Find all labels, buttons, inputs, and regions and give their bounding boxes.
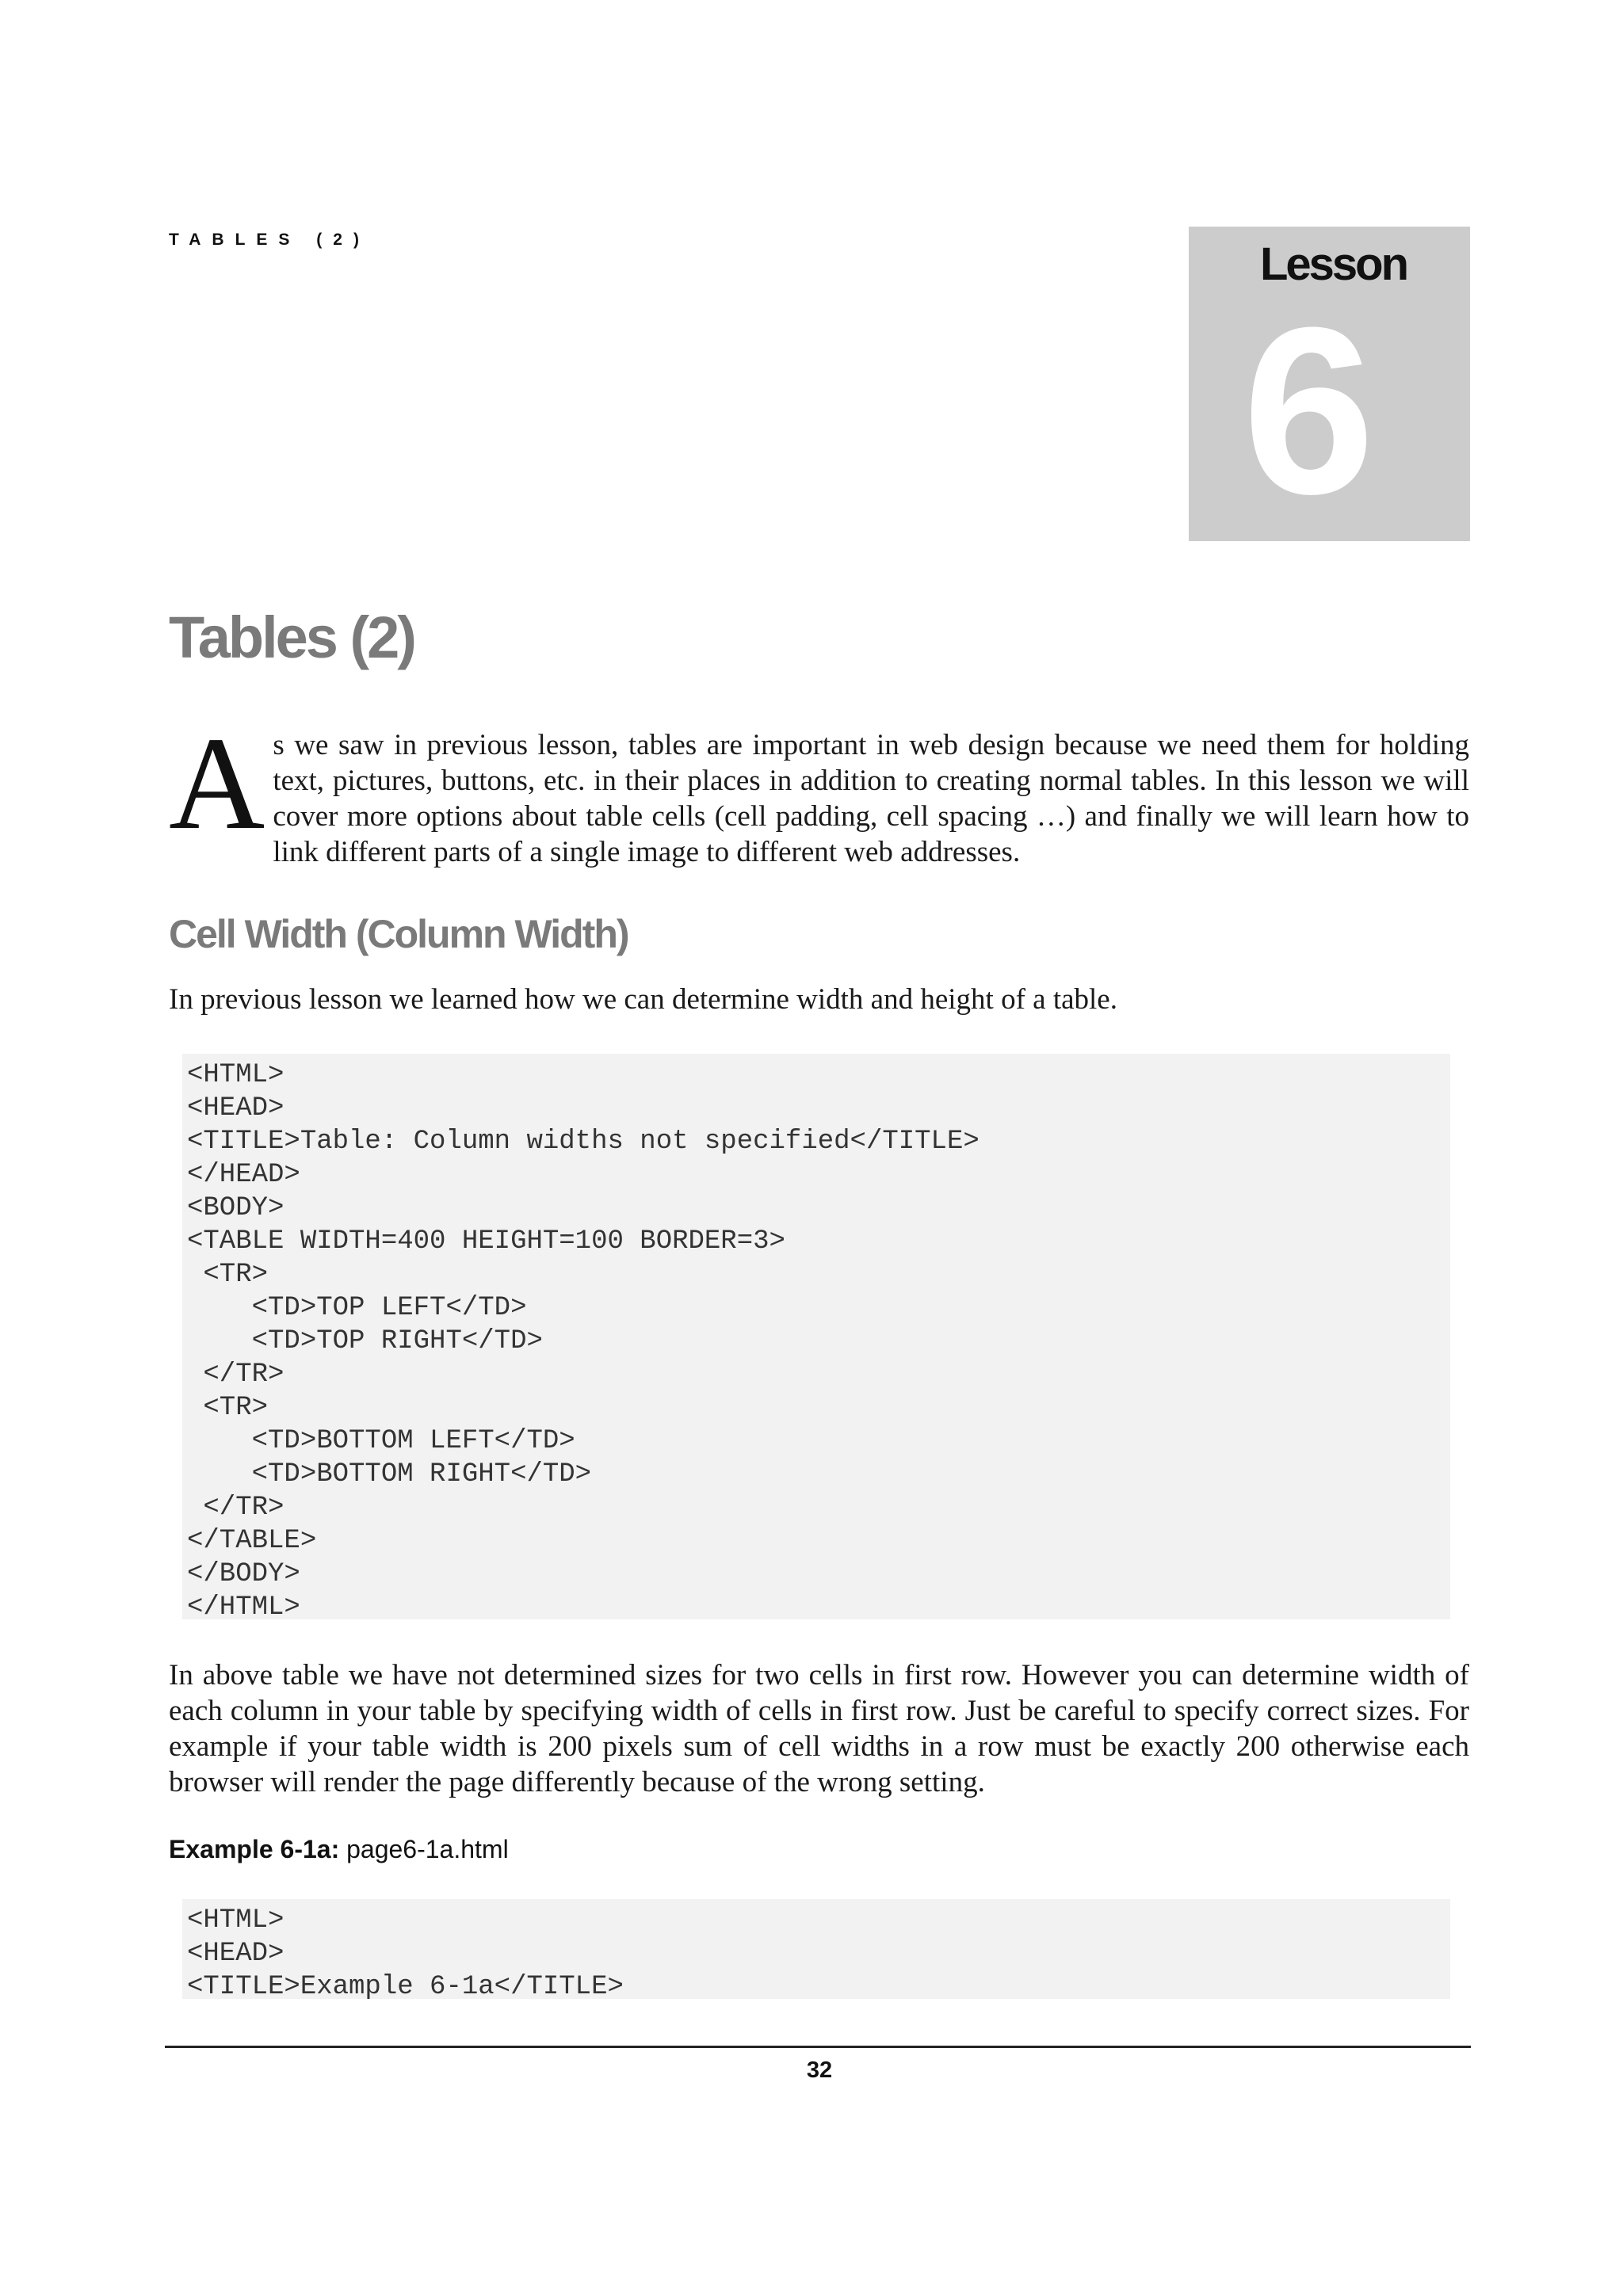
intro-paragraph <box>169 710 1469 870</box>
chapter-title: Tables (2) <box>169 605 414 670</box>
drop-cap: A <box>169 710 265 857</box>
code-block-2: <HTML> <HEAD> <TITLE>Example 6-1a</TITLE> <box>182 1899 1450 1999</box>
paragraph-1: In previous lesson we learned how we can determine width and height of a table. <box>169 983 1117 1016</box>
lesson-word: Lesson <box>1259 238 1407 290</box>
page-number: 32 <box>806 2058 833 2083</box>
example-file-name: page6-1a.html <box>346 1835 509 1863</box>
lesson-number: 6 <box>1243 277 1375 543</box>
intro-text: s we saw in previous lesson, tables are important in web design because we need them for holding text, pictures, buttons, etc. in their places in addition to creating normal tables. In this lesson we will cover more options about table cells (cell padding, cell spacing …) and finally we will learn how to link different parts of a single image to different web addresses. <box>273 729 1469 868</box>
example-label <box>169 1835 509 1864</box>
code-block-1: <HTML> <HEAD> <TITLE>Table: Column widths not specified</TITLE> </HEAD> <BODY> <TABLE WIDTH=400 HEIGHT=100 BORDER=3> <TR> <TD>TOP LEFT</TD> <TD>TOP RIGHT</TD> </TR> <TR> <TD>BOTTOM LEFT</TD> <TD>BOTTOM RIGHT</TD> </TR> </TABLE> </BODY> </HTML> <box>182 1054 1450 1619</box>
lesson-badge <box>1189 227 1470 541</box>
section-title: Cell Width (Column Width) <box>169 912 628 956</box>
paragraph-2: In above table we have not determined sizes for two cells in first row. However you can determine width of each column in your table by specifying width of cells in first row. Just be careful to specify correct sizes. For example if your table width is 200 pixels sum of cell widths in a row must be exactly 200 otherwise each browser will render the page differently because of the wrong setting. <box>169 1659 1469 1798</box>
running-header: TABLES (2) <box>169 231 370 249</box>
footer-rule <box>165 2046 1471 2048</box>
example-label-title: Example 6-1a: <box>169 1835 340 1863</box>
